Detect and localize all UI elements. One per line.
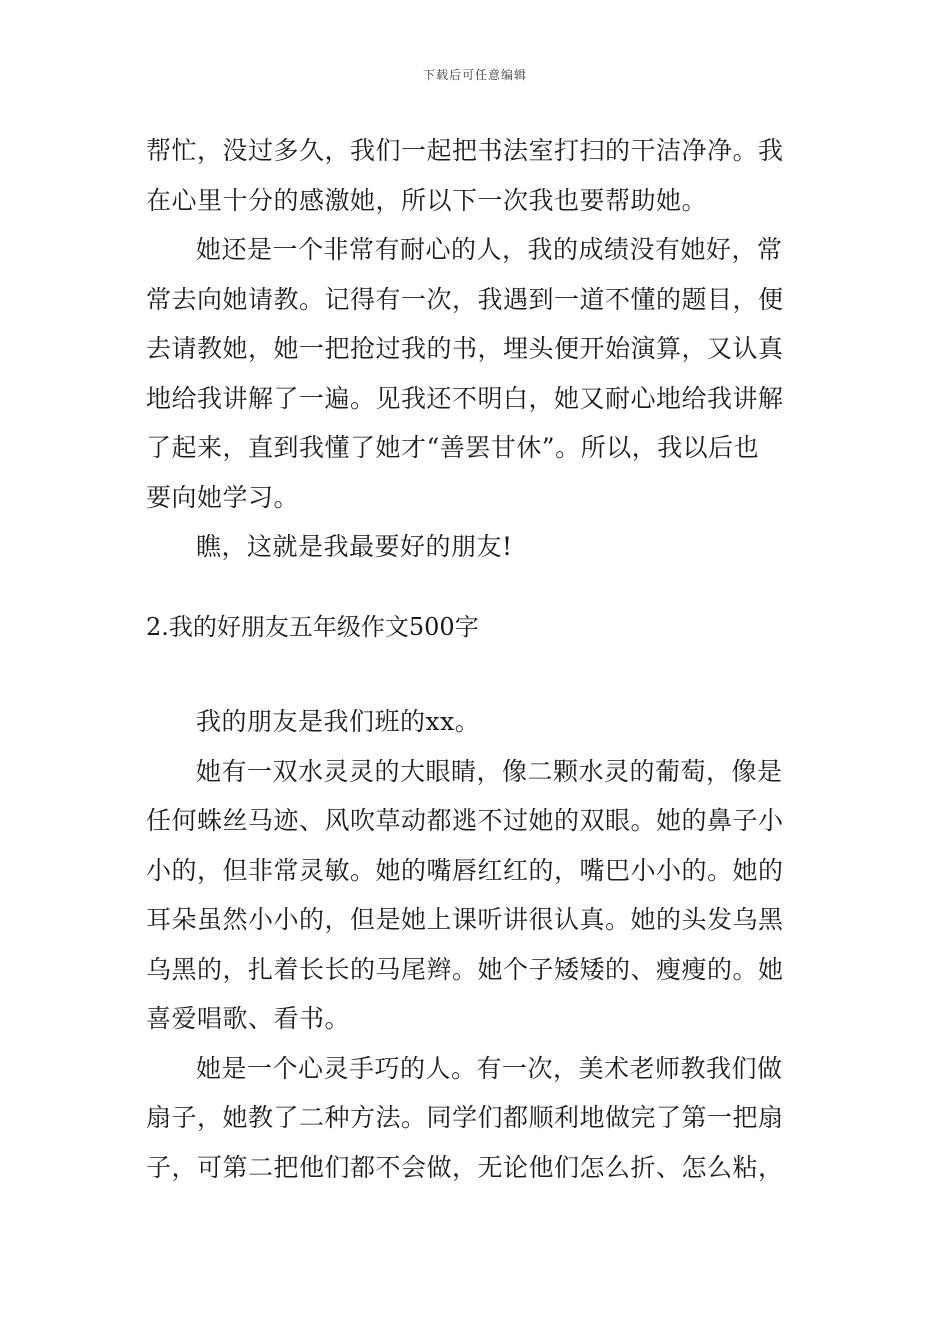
text-line: 子，可第二把他们都不会做，无论他们怎么折、怎么粘， [146,1152,784,1182]
text-line: 帮忙，没过多久，我们一起把书法室打扫的干洁净净。我 [146,136,784,165]
text-line: 乌黑的，扎着长长的马尾辫。她个子矮矮的、瘦瘦的。她 [146,954,784,984]
text-line: 地给我讲解了一遍。见我还不明白，她又耐心地给我讲解 [146,383,784,413]
text-line: 去请教她，她一把抢过我的书，埋头便开始演算，又认真 [146,334,784,363]
paragraph [146,225,806,522]
spacer [146,572,806,603]
text-line: 扇子，她教了二种方法。同学们都顺利地做完了第一把扇 [146,1103,784,1132]
text-line: 她还是一个非常有耐心的人，我的成绩没有她好，常 [196,235,783,264]
text-line: 我的朋友是我们班的xx。 [196,707,481,736]
text-line: 她有一双水灵灵的大眼睛，像二颗水灵的葡萄，像是 [196,756,783,786]
page-header-note: 下载后可任意编辑 [422,68,527,82]
text-line: 常去向她请教。记得有一次，我遇到一道不懂的题目，便 [146,284,784,314]
text-line: 她是一个心灵手巧的人。有一次，美术老师教我们做 [196,1053,783,1083]
text-line: 在心里十分的感激她，所以下一次我也要帮助她。 [146,185,708,215]
text-line: 要向她学习。 [146,482,300,512]
text-line: 任何蛛丝马迹、风吹草动都逃不过她的双眼。她的鼻子小 [146,806,784,835]
document-body [146,126,806,1192]
text-line: 喜爱唱歌、看书。 [146,1004,351,1033]
paragraph [146,1044,806,1193]
text-line: 耳朵虽然小小的，但是她上课听讲很认真。她的头发乌黑 [146,905,784,934]
text-line: 了起来，直到我懂了她才“善罢甘休”。所以，我以后也 [146,433,760,462]
text-line: 小的，但非常灵敏。她的嘴唇红红的，嘴巴小小的。她的 [146,855,784,885]
paragraph [146,126,806,225]
paragraph [146,697,806,747]
paragraph [146,522,806,572]
section-heading: 2.我的好朋友五年级作文500字 [146,612,479,641]
spacer [146,652,806,697]
paragraph [146,747,806,1044]
text-line: 瞧，这就是我最要好的朋友! [196,532,513,561]
